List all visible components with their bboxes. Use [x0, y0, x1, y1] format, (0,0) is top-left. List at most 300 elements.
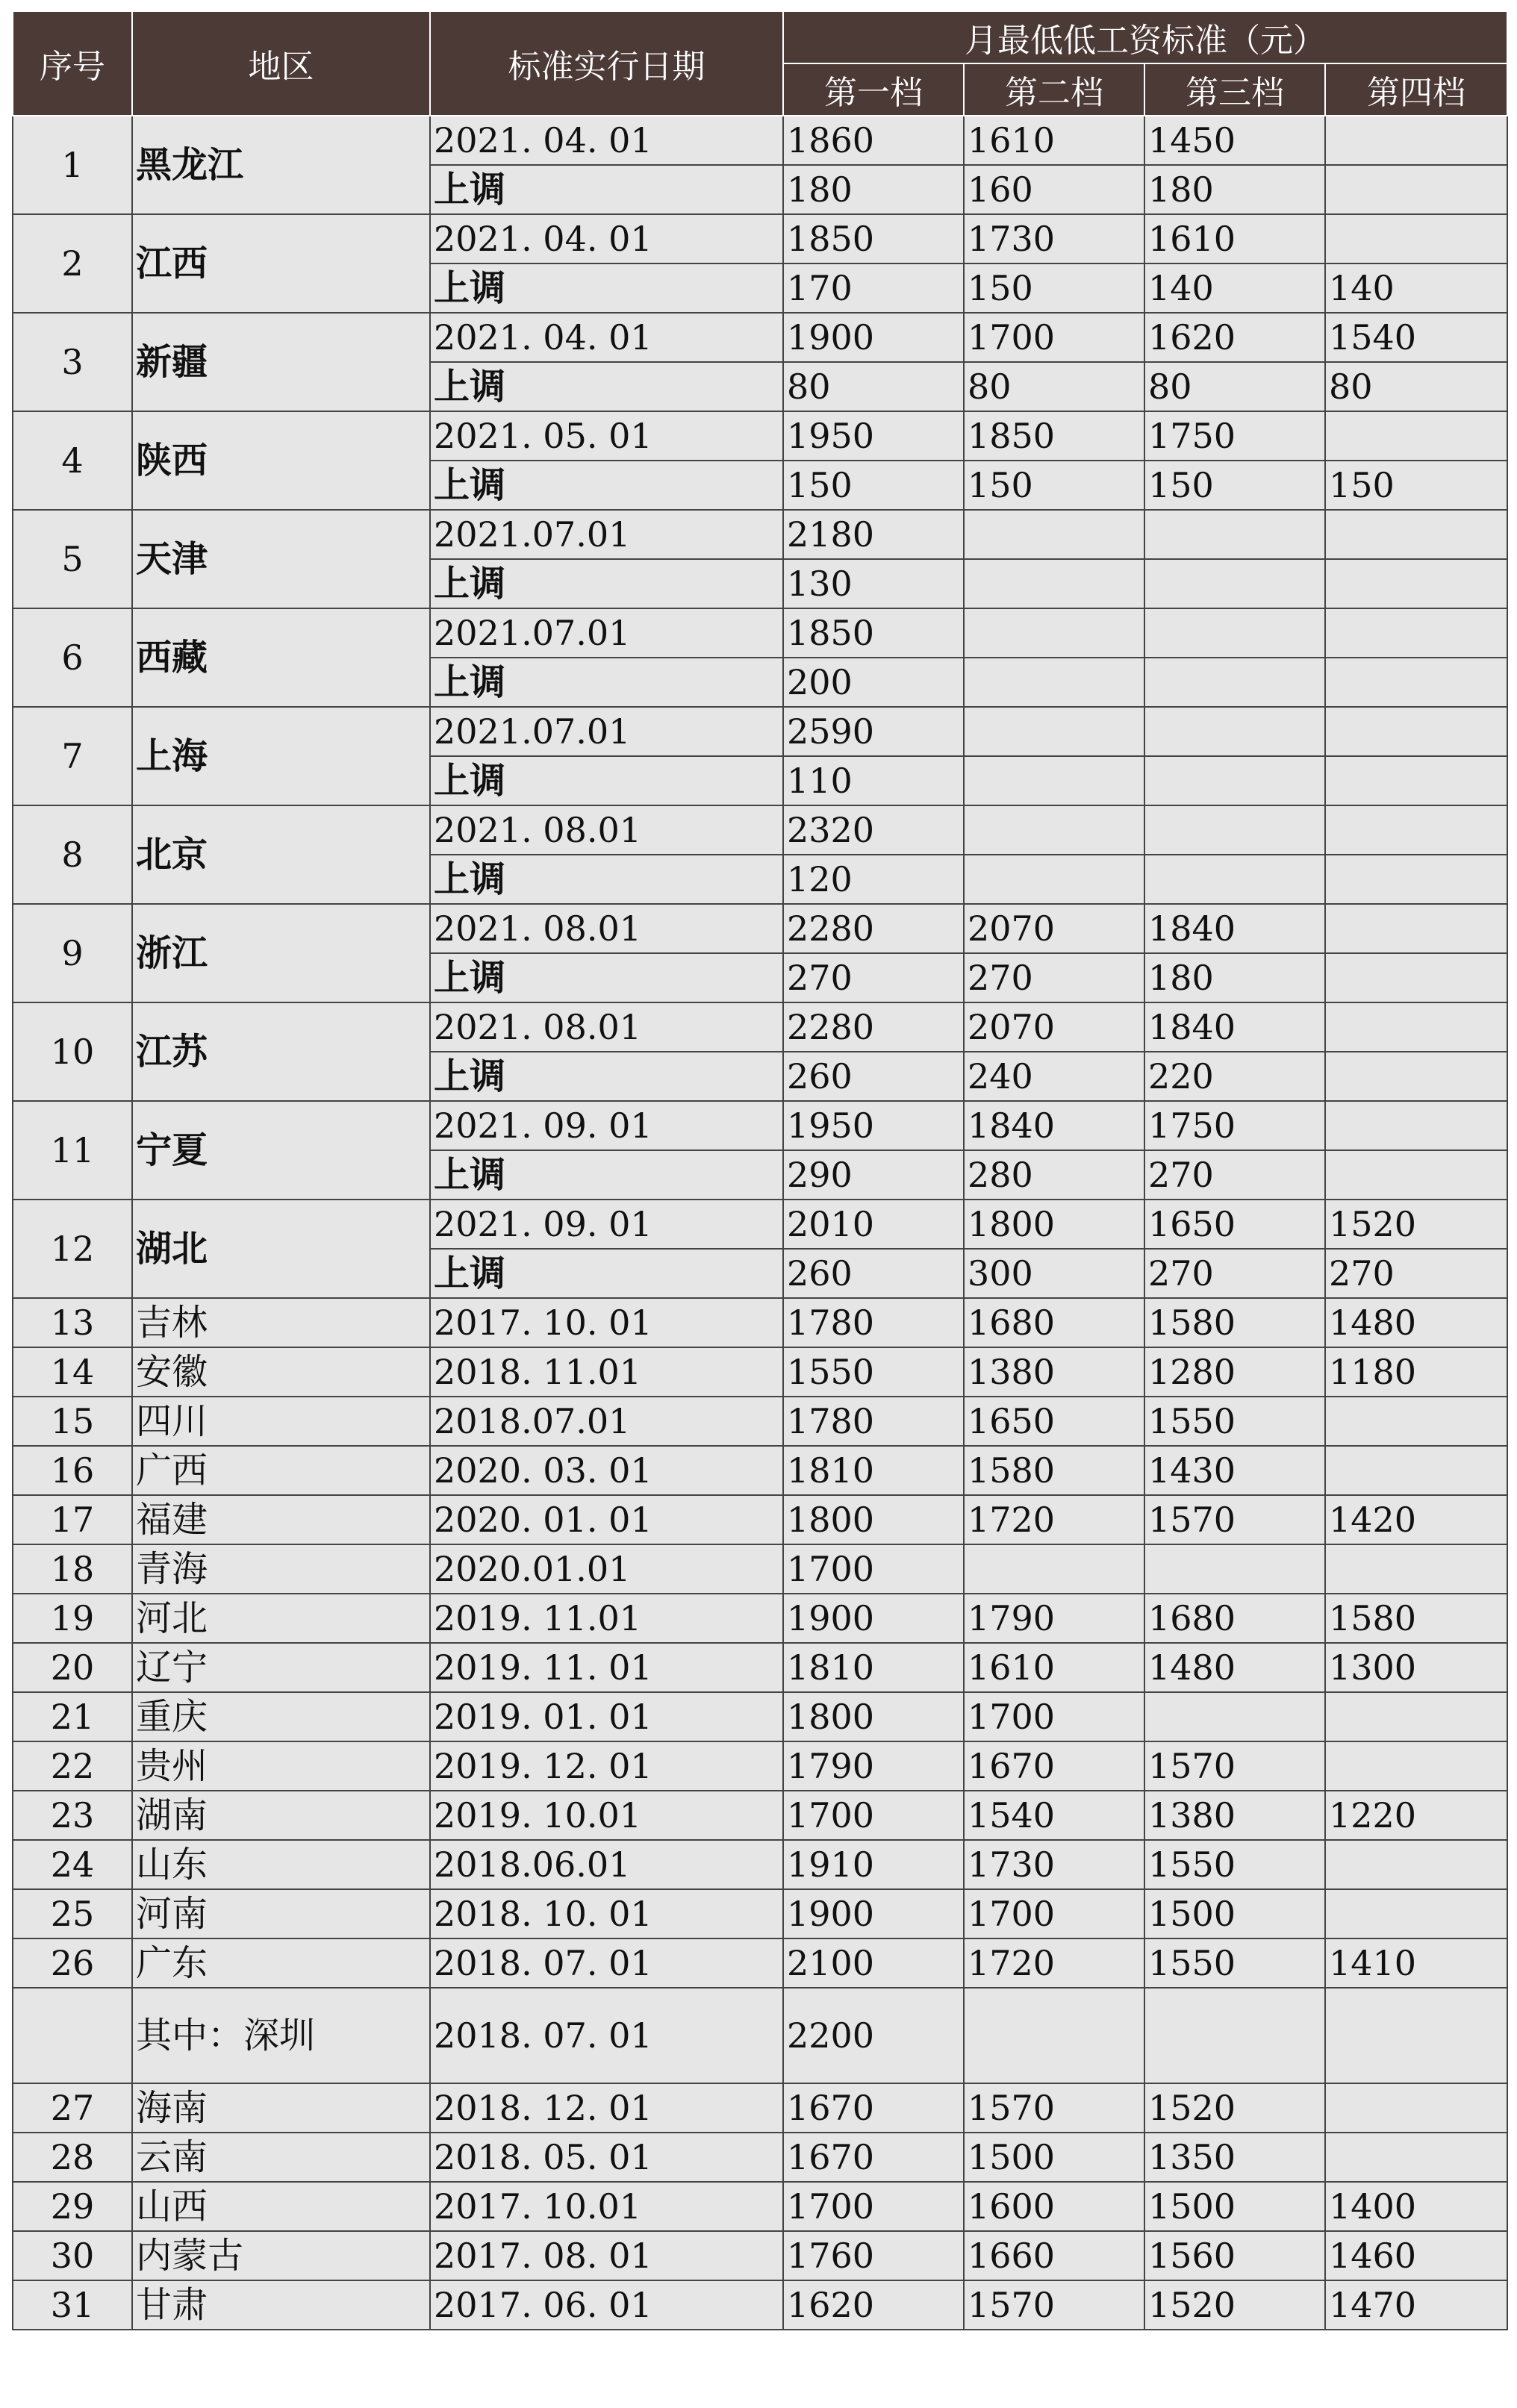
tier-value: 1480 — [1325, 1298, 1507, 1347]
tier-value: 1840 — [1144, 904, 1325, 953]
tier-value: 1500 — [1144, 2182, 1325, 2231]
increase-label: 上调 — [430, 1249, 783, 1298]
increase-value: 200 — [783, 658, 964, 707]
row-number: 5 — [13, 510, 132, 608]
table-row — [13, 805, 1507, 855]
tier-value: 1720 — [964, 1938, 1144, 1988]
table-row — [13, 510, 1507, 559]
region-name: 重庆 — [132, 1692, 430, 1741]
increase-value: 170 — [783, 263, 964, 313]
row-number: 7 — [13, 707, 132, 805]
header-tier-2: 第二档 — [964, 63, 1144, 116]
increase-label: 上调 — [430, 559, 783, 608]
tier-value: 1700 — [964, 1889, 1144, 1938]
tier-value: 1520 — [1144, 2083, 1325, 2133]
tier-value: 1550 — [1144, 1938, 1325, 1988]
table-row — [13, 1298, 1507, 1347]
increase-label: 上调 — [430, 953, 783, 1002]
region-name: 山西 — [132, 2182, 430, 2231]
tier-value — [1144, 1988, 1325, 2083]
table-row — [13, 1791, 1507, 1840]
tier-value: 1280 — [1144, 1347, 1325, 1397]
tier-value: 1650 — [964, 1397, 1144, 1446]
region-name: 云南 — [132, 2133, 430, 2182]
increase-value: 80 — [783, 362, 964, 411]
increase-value — [1144, 559, 1325, 608]
tier-value: 2320 — [783, 805, 964, 855]
tier-value: 1670 — [783, 2083, 964, 2133]
tier-value: 1570 — [964, 2280, 1144, 2330]
increase-value — [964, 756, 1144, 805]
effective-date: 2021. 05. 01 — [430, 411, 783, 461]
tier-value — [1325, 1446, 1507, 1495]
tier-value: 1700 — [964, 313, 1144, 362]
increase-value: 300 — [964, 1249, 1144, 1298]
tier-value: 1350 — [1144, 2133, 1325, 2182]
increase-value: 80 — [1325, 362, 1507, 411]
region-name: 内蒙古 — [132, 2231, 430, 2280]
table-row — [13, 1840, 1507, 1889]
effective-date: 2018. 07. 01 — [430, 1938, 783, 1988]
tier-value — [1144, 1544, 1325, 1594]
table-row — [13, 1002, 1507, 1052]
effective-date: 2018.06.01 — [430, 1840, 783, 1889]
table-row — [13, 1741, 1507, 1791]
increase-value: 110 — [783, 756, 964, 805]
table-row — [13, 411, 1507, 461]
tier-value: 1540 — [1325, 313, 1507, 362]
tier-value: 1570 — [1144, 1741, 1325, 1791]
tier-value: 2100 — [783, 1938, 964, 1988]
region-name: 其中：深圳 — [132, 1988, 430, 2083]
increase-label: 上调 — [430, 1150, 783, 1200]
tier-value: 1620 — [783, 2280, 964, 2330]
region-name: 黑龙江 — [132, 116, 430, 214]
table-row — [13, 1347, 1507, 1397]
tier-value: 1790 — [783, 1741, 964, 1791]
tier-value: 1180 — [1325, 1347, 1507, 1397]
table-row — [13, 116, 1507, 165]
tier-value: 1610 — [1144, 214, 1325, 263]
header-tier-1: 第一档 — [783, 63, 964, 116]
effective-date: 2019. 01. 01 — [430, 1692, 783, 1741]
tier-value: 1520 — [1144, 2280, 1325, 2330]
increase-value — [1325, 1052, 1507, 1101]
tier-value: 1850 — [783, 214, 964, 263]
region-name: 湖南 — [132, 1791, 430, 1840]
increase-value: 150 — [964, 263, 1144, 313]
effective-date: 2021. 09. 01 — [430, 1200, 783, 1249]
increase-value: 270 — [783, 953, 964, 1002]
table-row — [13, 1643, 1507, 1692]
increase-value — [1144, 756, 1325, 805]
tier-value — [1144, 707, 1325, 756]
increase-value: 270 — [1144, 1150, 1325, 1200]
increase-value: 180 — [1144, 165, 1325, 214]
tier-value — [1325, 1988, 1507, 2083]
tier-value: 1600 — [964, 2182, 1144, 2231]
region-name: 福建 — [132, 1495, 430, 1544]
row-number: 22 — [13, 1741, 132, 1791]
tier-value: 1730 — [964, 214, 1144, 263]
table-row — [13, 2231, 1507, 2280]
tier-value: 2180 — [783, 510, 964, 559]
tier-value: 1810 — [783, 1643, 964, 1692]
row-number: 27 — [13, 2083, 132, 2133]
tier-value: 1400 — [1325, 2182, 1507, 2231]
row-number: 1 — [13, 116, 132, 214]
tier-value: 2070 — [964, 1002, 1144, 1052]
table-row — [13, 1495, 1507, 1544]
increase-label: 上调 — [430, 461, 783, 510]
region-name: 海南 — [132, 2083, 430, 2133]
tier-value: 1580 — [1144, 1298, 1325, 1347]
increase-label: 上调 — [430, 756, 783, 805]
header-date: 标准实行日期 — [430, 11, 783, 116]
row-number: 6 — [13, 608, 132, 707]
region-name: 安徽 — [132, 1347, 430, 1397]
tier-value: 1700 — [783, 2182, 964, 2231]
effective-date: 2021.07.01 — [430, 608, 783, 658]
row-number: 8 — [13, 805, 132, 904]
tier-value: 1680 — [964, 1298, 1144, 1347]
effective-date: 2018. 11.01 — [430, 1347, 783, 1397]
increase-value — [1325, 855, 1507, 904]
region-name: 辽宁 — [132, 1643, 430, 1692]
increase-value: 270 — [1325, 1249, 1507, 1298]
row-number: 14 — [13, 1347, 132, 1397]
region-name: 甘肃 — [132, 2280, 430, 2330]
tier-value: 1950 — [783, 411, 964, 461]
table-row — [13, 1692, 1507, 1741]
effective-date: 2017. 08. 01 — [430, 2231, 783, 2280]
table-row — [13, 1544, 1507, 1594]
increase-value: 180 — [783, 165, 964, 214]
region-name: 山东 — [132, 1840, 430, 1889]
effective-date: 2017. 06. 01 — [430, 2280, 783, 2330]
increase-value: 290 — [783, 1150, 964, 1200]
increase-value: 80 — [1144, 362, 1325, 411]
region-name: 广东 — [132, 1938, 430, 1988]
region-name: 广西 — [132, 1446, 430, 1495]
tier-value — [1325, 214, 1507, 263]
effective-date: 2017. 10. 01 — [430, 1298, 783, 1347]
increase-value: 280 — [964, 1150, 1144, 1200]
tier-value — [1144, 805, 1325, 855]
row-number: 9 — [13, 904, 132, 1002]
table-row — [13, 1594, 1507, 1643]
tier-value — [1325, 1544, 1507, 1594]
increase-value: 140 — [1144, 263, 1325, 313]
tier-value: 1500 — [964, 2133, 1144, 2182]
tier-value: 2280 — [783, 904, 964, 953]
increase-value: 220 — [1144, 1052, 1325, 1101]
tier-value — [1325, 116, 1507, 165]
increase-value — [1325, 165, 1507, 214]
table-row — [13, 1889, 1507, 1938]
effective-date: 2021.07.01 — [430, 510, 783, 559]
row-number: 18 — [13, 1544, 132, 1594]
tier-value: 1910 — [783, 1840, 964, 1889]
increase-value — [1144, 658, 1325, 707]
row-number: 31 — [13, 2280, 132, 2330]
effective-date: 2021. 04. 01 — [430, 214, 783, 263]
tier-value: 1850 — [964, 411, 1144, 461]
header-wage-group: 月最低低工资标准（元） — [783, 11, 1507, 63]
increase-value — [1325, 658, 1507, 707]
table-body — [13, 116, 1507, 2330]
tier-value: 1780 — [783, 1298, 964, 1347]
row-number: 23 — [13, 1791, 132, 1840]
tier-value: 1480 — [1144, 1643, 1325, 1692]
row-number: 16 — [13, 1446, 132, 1495]
increase-value: 150 — [783, 461, 964, 510]
row-number: 20 — [13, 1643, 132, 1692]
effective-date: 2021. 08.01 — [430, 1002, 783, 1052]
tier-value: 1800 — [783, 1692, 964, 1741]
increase-value: 130 — [783, 559, 964, 608]
tier-value: 1610 — [964, 1643, 1144, 1692]
table-row — [13, 313, 1507, 362]
tier-value: 2280 — [783, 1002, 964, 1052]
increase-value: 270 — [1144, 1249, 1325, 1298]
tier-value — [1325, 707, 1507, 756]
region-name: 天津 — [132, 510, 430, 608]
increase-value: 260 — [783, 1052, 964, 1101]
effective-date: 2021.07.01 — [430, 707, 783, 756]
tier-value — [964, 1544, 1144, 1594]
region-name: 北京 — [132, 805, 430, 904]
tier-value: 1410 — [1325, 1938, 1507, 1988]
tier-value: 1460 — [1325, 2231, 1507, 2280]
tier-value — [964, 510, 1144, 559]
increase-value — [964, 658, 1144, 707]
increase-value — [1325, 559, 1507, 608]
tier-value: 1380 — [964, 1347, 1144, 1397]
increase-value: 160 — [964, 165, 1144, 214]
table-row — [13, 2083, 1507, 2133]
tier-value: 1800 — [964, 1200, 1144, 1249]
region-name: 青海 — [132, 1544, 430, 1594]
region-name: 陕西 — [132, 411, 430, 510]
table-row — [13, 1938, 1507, 1988]
tier-value: 1520 — [1325, 1200, 1507, 1249]
header-tier-3: 第三档 — [1144, 63, 1325, 116]
tier-value — [1325, 510, 1507, 559]
table-row — [13, 1446, 1507, 1495]
tier-value: 1660 — [964, 2231, 1144, 2280]
header-region: 地区 — [132, 11, 430, 116]
tier-value: 1580 — [964, 1446, 1144, 1495]
tier-value — [1325, 608, 1507, 658]
region-name: 吉林 — [132, 1298, 430, 1347]
effective-date: 2020.01.01 — [430, 1544, 783, 1594]
tier-value: 1790 — [964, 1594, 1144, 1643]
region-name: 江苏 — [132, 1002, 430, 1101]
increase-value — [1325, 953, 1507, 1002]
increase-label: 上调 — [430, 263, 783, 313]
tier-value: 1760 — [783, 2231, 964, 2280]
tier-value: 1550 — [783, 1347, 964, 1397]
table-row — [13, 1397, 1507, 1446]
tier-value — [1325, 411, 1507, 461]
increase-value: 140 — [1325, 263, 1507, 313]
tier-value: 1700 — [783, 1544, 964, 1594]
tier-value: 1570 — [1144, 1495, 1325, 1544]
increase-value: 260 — [783, 1249, 964, 1298]
tier-value: 1900 — [783, 313, 964, 362]
table-row — [13, 2280, 1507, 2330]
tier-value — [1325, 1101, 1507, 1150]
effective-date: 2018. 10. 01 — [430, 1889, 783, 1938]
increase-value: 80 — [964, 362, 1144, 411]
table-row — [13, 214, 1507, 263]
effective-date: 2019. 11. 01 — [430, 1643, 783, 1692]
tier-value — [1325, 1840, 1507, 1889]
tier-value: 1430 — [1144, 1446, 1325, 1495]
tier-value — [964, 805, 1144, 855]
increase-label: 上调 — [430, 855, 783, 904]
increase-value — [964, 855, 1144, 904]
effective-date: 2019. 10.01 — [430, 1791, 783, 1840]
row-number: 30 — [13, 2231, 132, 2280]
increase-value: 240 — [964, 1052, 1144, 1101]
tier-value: 1540 — [964, 1791, 1144, 1840]
increase-label: 上调 — [430, 658, 783, 707]
tier-value — [1325, 2133, 1507, 2182]
tier-value: 1840 — [1144, 1002, 1325, 1052]
tier-value: 1750 — [1144, 1101, 1325, 1150]
wage-table-container — [12, 10, 1508, 2330]
tier-value: 2010 — [783, 1200, 964, 1249]
tier-value: 1220 — [1325, 1791, 1507, 1840]
row-number: 19 — [13, 1594, 132, 1643]
tier-value: 1450 — [1144, 116, 1325, 165]
table-row — [13, 1988, 1507, 2083]
row-number: 28 — [13, 2133, 132, 2182]
tier-value: 1850 — [783, 608, 964, 658]
region-name: 四川 — [132, 1397, 430, 1446]
tier-value: 1650 — [1144, 1200, 1325, 1249]
row-number: 26 — [13, 1938, 132, 1988]
effective-date: 2017. 10.01 — [430, 2182, 783, 2231]
tier-value — [1325, 2083, 1507, 2133]
row-number: 2 — [13, 214, 132, 313]
region-name: 湖北 — [132, 1200, 430, 1298]
tier-value: 2200 — [783, 1988, 964, 2083]
tier-value: 1570 — [964, 2083, 1144, 2133]
effective-date: 2018. 05. 01 — [430, 2133, 783, 2182]
tier-value: 1800 — [783, 1495, 964, 1544]
region-name: 江西 — [132, 214, 430, 313]
minimum-wage-table — [12, 10, 1508, 2330]
row-number: 21 — [13, 1692, 132, 1741]
table-row — [13, 2182, 1507, 2231]
region-name: 西藏 — [132, 608, 430, 707]
table-row — [13, 2133, 1507, 2182]
row-number: 12 — [13, 1200, 132, 1298]
increase-label: 上调 — [430, 362, 783, 411]
tier-value: 1730 — [964, 1840, 1144, 1889]
increase-value — [964, 559, 1144, 608]
row-number: 15 — [13, 1397, 132, 1446]
tier-value — [1325, 1692, 1507, 1741]
region-name: 河北 — [132, 1594, 430, 1643]
table-row — [13, 904, 1507, 953]
tier-value: 1900 — [783, 1889, 964, 1938]
increase-value: 150 — [964, 461, 1144, 510]
row-number — [13, 1988, 132, 2083]
row-number: 11 — [13, 1101, 132, 1200]
header-no: 序号 — [13, 11, 132, 116]
tier-value: 1550 — [1144, 1397, 1325, 1446]
tier-value: 2590 — [783, 707, 964, 756]
header-tier-4: 第四档 — [1325, 63, 1507, 116]
table-row — [13, 707, 1507, 756]
region-name: 河南 — [132, 1889, 430, 1938]
tier-value: 1580 — [1325, 1594, 1507, 1643]
tier-value: 1300 — [1325, 1643, 1507, 1692]
increase-value: 150 — [1325, 461, 1507, 510]
tier-value — [1144, 1692, 1325, 1741]
tier-value — [1325, 1002, 1507, 1052]
effective-date: 2020. 03. 01 — [430, 1446, 783, 1495]
tier-value: 1420 — [1325, 1495, 1507, 1544]
tier-value — [1325, 805, 1507, 855]
region-name: 上海 — [132, 707, 430, 805]
tier-value: 1550 — [1144, 1840, 1325, 1889]
tier-value: 1950 — [783, 1101, 964, 1150]
tier-value: 1620 — [1144, 313, 1325, 362]
effective-date: 2021. 08.01 — [430, 904, 783, 953]
tier-value — [1325, 1397, 1507, 1446]
effective-date: 2020. 01. 01 — [430, 1495, 783, 1544]
tier-value: 1720 — [964, 1495, 1144, 1544]
tier-value: 1900 — [783, 1594, 964, 1643]
increase-value: 150 — [1144, 461, 1325, 510]
tier-value: 1700 — [964, 1692, 1144, 1741]
tier-value: 1670 — [964, 1741, 1144, 1791]
tier-value — [1144, 608, 1325, 658]
increase-value: 120 — [783, 855, 964, 904]
increase-value: 270 — [964, 953, 1144, 1002]
effective-date: 2018. 12. 01 — [430, 2083, 783, 2133]
tier-value: 1750 — [1144, 411, 1325, 461]
tier-value: 1380 — [1144, 1791, 1325, 1840]
tier-value: 1840 — [964, 1101, 1144, 1150]
increase-value — [1325, 1150, 1507, 1200]
row-number: 24 — [13, 1840, 132, 1889]
effective-date: 2021. 09. 01 — [430, 1101, 783, 1150]
effective-date: 2021. 04. 01 — [430, 116, 783, 165]
tier-value: 2070 — [964, 904, 1144, 953]
table-row — [13, 1101, 1507, 1150]
effective-date: 2019. 12. 01 — [430, 1741, 783, 1791]
effective-date: 2019. 11.01 — [430, 1594, 783, 1643]
effective-date: 2018. 07. 01 — [430, 1988, 783, 2083]
row-number: 29 — [13, 2182, 132, 2231]
region-name: 宁夏 — [132, 1101, 430, 1200]
table-row — [13, 608, 1507, 658]
increase-label: 上调 — [430, 1052, 783, 1101]
effective-date: 2021. 08.01 — [430, 805, 783, 855]
tier-value: 1680 — [1144, 1594, 1325, 1643]
tier-value — [964, 1988, 1144, 2083]
row-number: 17 — [13, 1495, 132, 1544]
row-number: 25 — [13, 1889, 132, 1938]
tier-value: 1670 — [783, 2133, 964, 2182]
tier-value — [1325, 1741, 1507, 1791]
